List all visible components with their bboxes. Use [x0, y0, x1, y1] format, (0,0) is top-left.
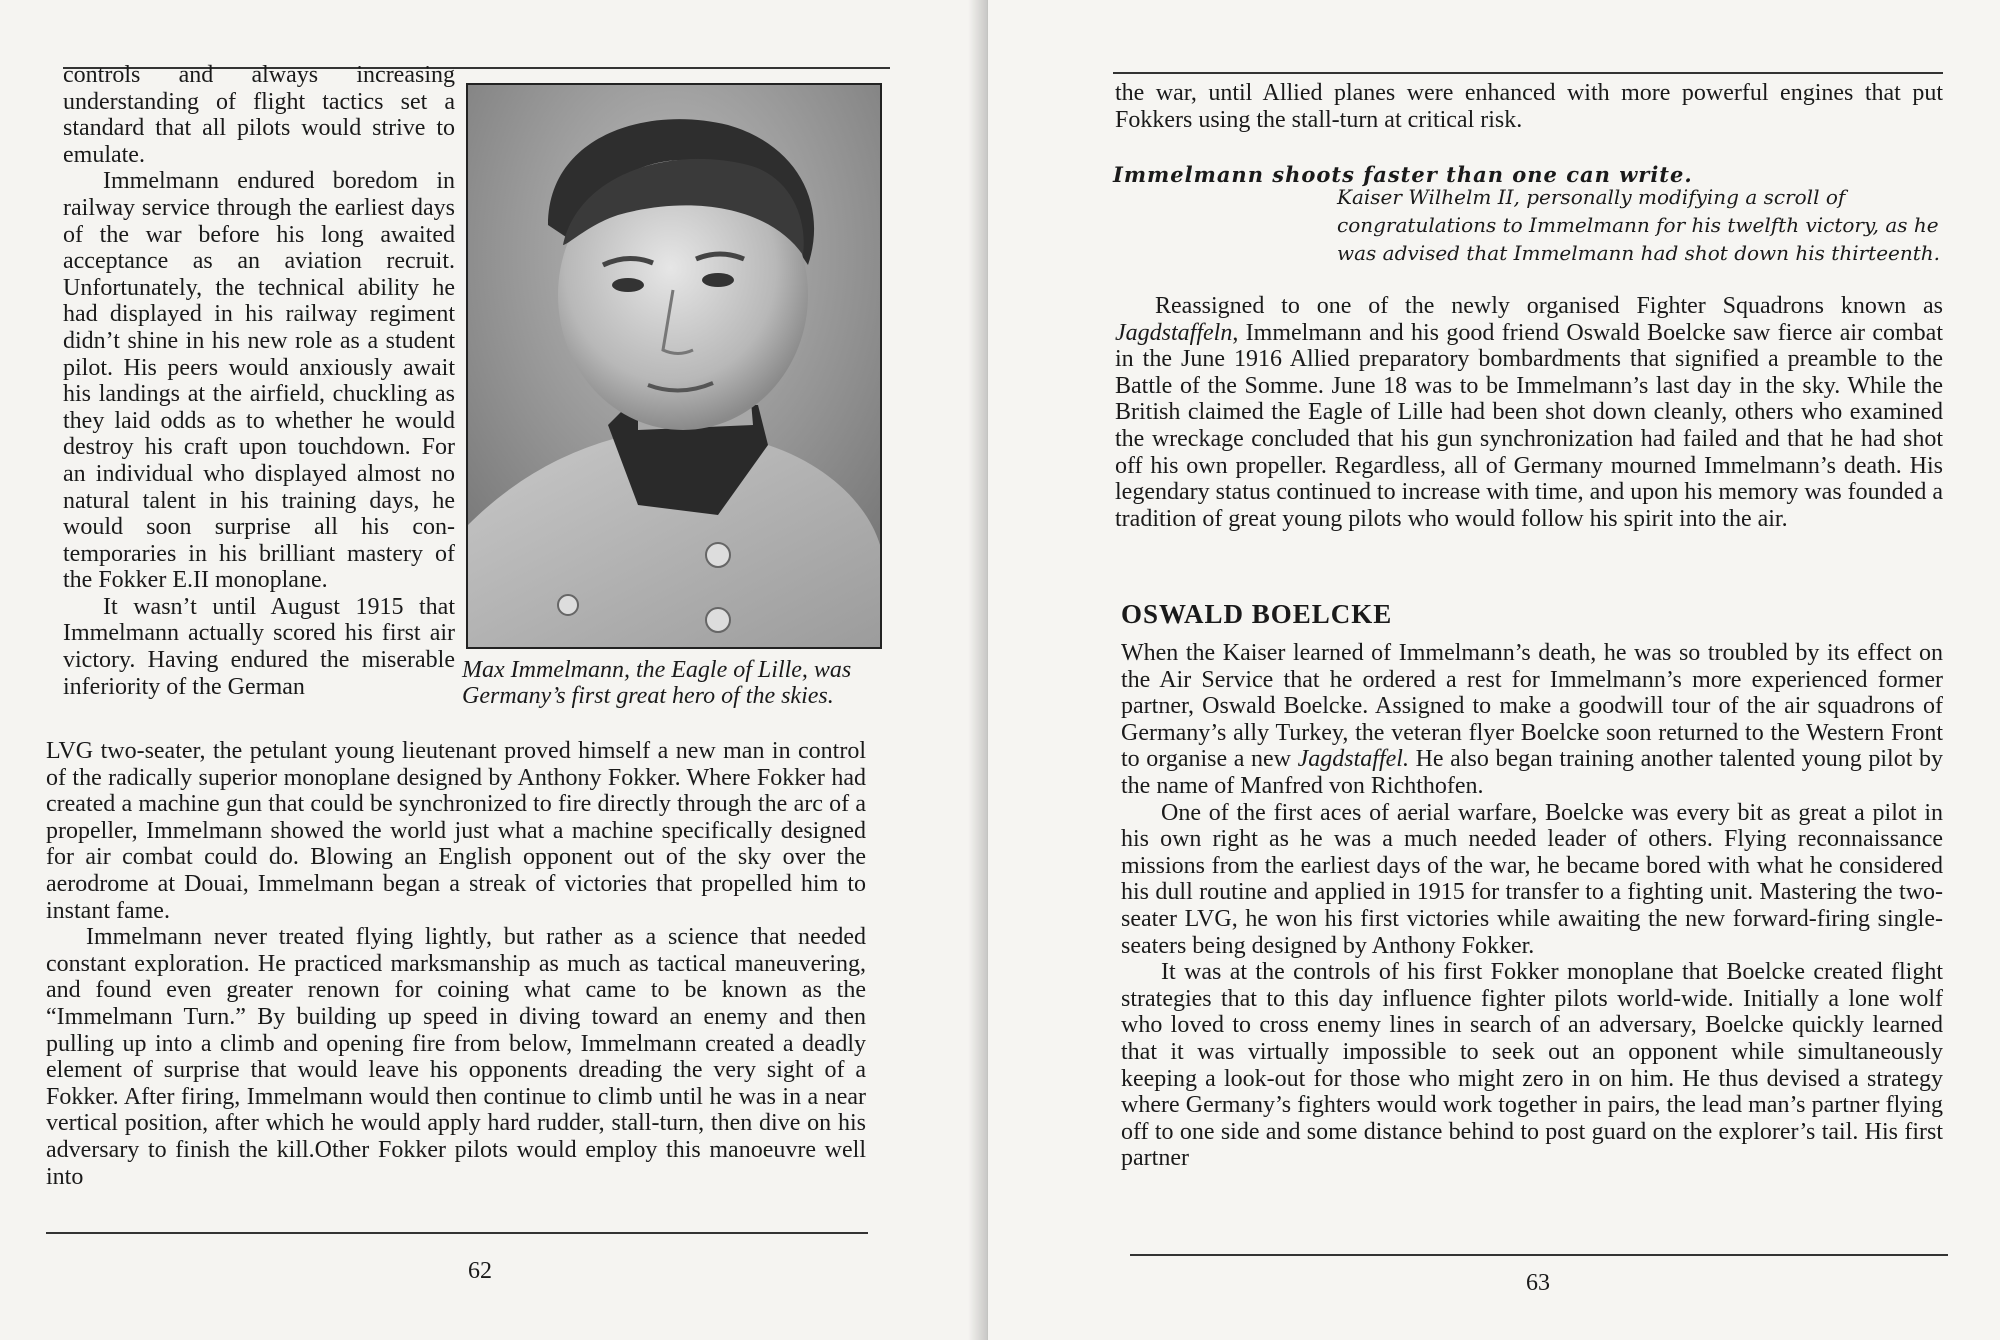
august-paragraph-rest: LVG two-seater, the petulant young lieutenant proved himself a new man in control of the radically superior monoplane designed by Anthony Fokker. Where Fokker had created a machine gun that could be synchronized to fire directly through the arc of a propeller, Immelmann showed the world just what a machine specifically designed for air combat could do. Blowing an English opponent out of the sky over the aerodrome at Douai, Immelmann began a streak of victories that propelled him to instant fame.: [46, 738, 866, 924]
kaiser-text-a: When the Kaiser learned of Immelmann’s death, he was so troubled by its effect on the Air Service that he ordered a rest for Immelmann’s more experienced former partner, Oswald Boelcke. Assigned to make a goodwill tour of the air squadrons of Germany’s ally Turkey, the veteran flyer Boelcke soon returned to the Western Front to organise a new: [1121, 640, 1943, 773]
left-full-column: [46, 738, 866, 1190]
quote-attribution: Kaiser Wilhelm II, personally modifying a scroll of congratulations to Immelmann for his twelfth victory, as he was advised that Immelmann had shot down his thirteenth.: [1337, 185, 1941, 265]
reassigned-text-a: Reassigned to one of the newly organised Fighter Squadrons known as: [1155, 293, 1943, 319]
reassigned-text-b: , Immelmann and his good friend Oswald Boelcke saw fierce air combat in the June 1916 Allied preparatory bombardments that signified a preamble to the Battle of the Somme. June 18 was to be Immelmann’s last day in the sky. While the British claimed the Eagle of Lille had been shot down cleanly, others who examined the wreckage concluded that his gun synchronization had failed and that he had shot off his own propeller. Regardless, all of Germany mourned Immelmann’s death. His legendary status continued to increase with time, and upon his memory was founded a tradition of great young pilots who would follow his spirit into the air.: [1115, 319, 1943, 532]
boelcke-column: [1121, 640, 1943, 1172]
august-paragraph-start: It wasn’t until August 1915 that Immelmann actually scored his first air victory. Having endured the miserable inferiority of the German: [63, 593, 455, 700]
kaiser-text-b: He also began training another talented young pilot by the name of Manfred von Richthofen.: [1121, 746, 1944, 799]
jagdstaffel-term: Jagdstaffel.: [1297, 746, 1409, 773]
page-number-left: 62: [468, 1258, 492, 1284]
intro-paragraph: controls and always increasing understanding of flight tactics set a standard that all pilots would strive to emulate.: [63, 62, 455, 168]
portrait-image: [468, 85, 880, 647]
kaiser-quote: Immelmann shoots faster than one can write.: [1113, 162, 1693, 187]
kaiser-paragraph: [1121, 640, 1943, 800]
aces-paragraph: One of the first aces of aerial warfare, Boelcke was every bit as great a pilot in his own right as he was a much needed leader of others. Flying reconnaissance missions from the earliest days of the war, he became bored with what he considered his dull routine and applied in 1915 for transfer to a fighting unit. Mastering the two-seater LVG, he won his first victories while awaiting the new forward-firing single-seaters being designed by Anthony Fokker.: [1121, 799, 1943, 959]
left-page: [0, 0, 988, 1340]
bottom-rule-right: [1130, 1254, 1948, 1256]
left-wrap-column: [63, 62, 455, 700]
boredom-paragraph: Immelmann endured boredom in railway service through the earliest days of the war before his long awaited acceptance as an aviation recruit. Unfortunately, the technical ability he had displayed in his railway regiment didn’t shine in his new role as a student pilot. His peers would anxiously await his landings at the airfield, chuckling as they laid odds as to whether he would destroy his craft upon touchdown. For an individual who displayed almost no natural talent in his training days, he would soon surprise all his con-temporaries in his brilliant mastery of the Fokker E.II monoplane.: [63, 168, 455, 594]
page-number-right: 63: [1526, 1270, 1550, 1296]
top-rule-right: [1113, 72, 1943, 74]
immelmann-portrait: [466, 83, 882, 649]
continuation-paragraph: the war, until Allied planes were enhanced with more powerful engines that put Fokkers using the stall-turn at critical risk.: [1115, 80, 1943, 133]
jagdstaffeln-term: Jagdstaffeln: [1115, 319, 1233, 346]
controls-paragraph: It was at the controls of his first Fokker monoplane that Boelcke created flight strategies that to this day influence fighter pilots world-wide. Initially a lone wolf who loved to cross enemy lines in search of an adversary, Boelcke quickly learned that it was virtually impossible to seek out an opponent while simultaneously keeping a look-out for those who might zero in on him. He thus devised a strategy where Germany’s fighters would work together in pairs, the lead man’s partner flying off to one side and some distance behind to post guard on the explorer’s tail. His first partner: [1121, 959, 1943, 1172]
never-paragraph: Immelmann never treated flying lightly, but rather as a science that needed constant exploration. He practiced marksmanship as much as tactical maneuvering, and found even greater renown for coining what came to be known as the “Immelmann Turn.” By building up speed in diving toward an enemy and then pulling up into a climb and opening fire from below, Immelmann created a deadly element of surprise that would leave his opponents dreading the very sight of a Fokker. After firing, Immelmann would then continue to climb until he was in a near vertical position, after which he would apply hard rudder, stall-turn, then dive on his adversary to finish the kill.Other Fokker pilots would employ this manoeuvre well into: [46, 924, 866, 1190]
section-heading-boelcke: OSWALD BOELCKE: [1121, 599, 1393, 629]
reassigned-paragraph: [1115, 293, 1943, 532]
bottom-rule-left: [46, 1232, 868, 1234]
photo-caption: Max Immelmann, the Eagle of Lille, was Germany’s first great hero of the skies.: [462, 657, 852, 709]
